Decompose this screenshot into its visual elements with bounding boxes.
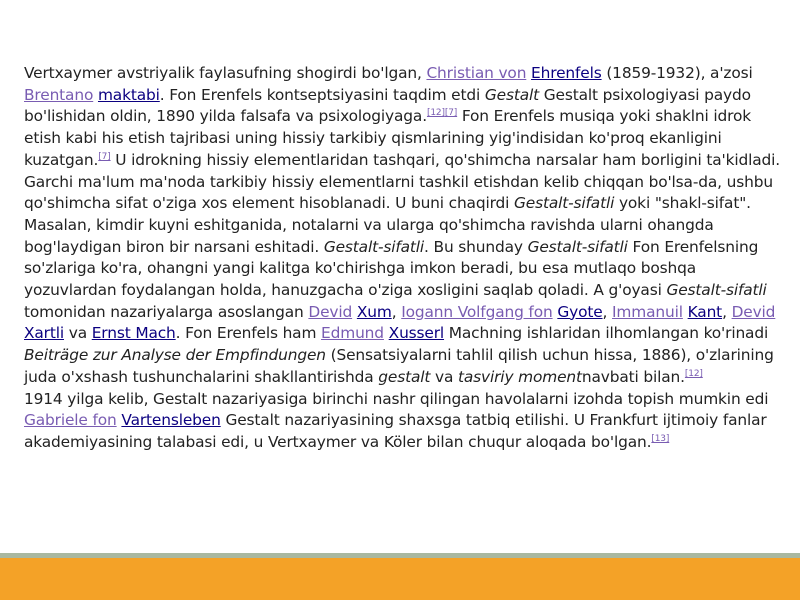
citation-link-12[interactable]: [12] — [426, 108, 445, 119]
link-devid[interactable]: Devid — [308, 302, 353, 321]
text: Fon Erenfelsning so'zlariga ko'ra, ohangni yangi kalitga ko'chirishga imkon beradi, bu esa mutlaqo boshqa yozuvlardan foydalangan holda, hanuzgacha o'ziga xosligini saqlab qoladi. A g'oyasi — [24, 237, 759, 300]
link-xartli[interactable]: Xartli — [24, 324, 64, 343]
text: Gestalt nazariyasining shaxsga tatbiq etilishi. U Frankfurt ijtimoiy fanlar akademiyasining talabasi edi, u Vertxaymer va Köler bilan chuqur aloqada bo'lgan. — [24, 411, 767, 451]
text: Fon Erenfels musiqa yoki shaklni idrok etish kabi his etish tajribasi uning hissiy tarkibiy qismlarining yig'indisidan ko'proq ekanligini kuzatgan. — [24, 107, 751, 169]
italic-term: Gestalt-sifatli — [323, 237, 425, 256]
citation — [685, 369, 703, 379]
text: (Sensatsiyalarni tahlil qilish uchun hissa, 1886), o'zlarining juda o'xshash tushunchalarini shakllantirishda — [24, 346, 774, 386]
link-christian-von[interactable]: Christian von — [426, 64, 527, 82]
text: , — [391, 302, 402, 321]
citation-link-7[interactable]: [7] — [98, 151, 111, 162]
italic-term: tasviriy moment — [458, 367, 582, 386]
link-immanuil[interactable]: Immanuil — [612, 302, 683, 321]
text: U idrokning hissiy elementlaridan tashqari, qo'shimcha narsalar ham borligini ta'kidladi. Garchi ma'lum ma'noda tarkibiy hissiy elementlarni tashkil etishdan kelib chiqqan bo'lsa-da, ushbu qo'shimcha sifat o'ziga xos element hisoblanadi. U buni chaqirdi — [24, 150, 781, 213]
citation — [98, 152, 110, 162]
italic-term: Gestalt-sifatli — [527, 237, 628, 256]
link-gyote[interactable]: Gyote — [557, 302, 603, 321]
text: . Bu shunday — [424, 237, 528, 256]
italic-term: Gestalt-sifatli — [666, 281, 767, 300]
link-brentano[interactable]: Brentano — [24, 85, 94, 104]
text: . Fon Erenfels kontseptsiyasini taqdim etdi — [159, 85, 485, 104]
link-vartensleben[interactable]: Vartensleben — [121, 411, 221, 430]
text: va — [430, 367, 459, 386]
footer-bar — [0, 558, 800, 600]
text: Vertxaymer avstriyalik faylasufning shogirdi bo'lgan, — [24, 64, 427, 82]
italic-term: Gestalt — [484, 85, 540, 104]
link-edmund[interactable]: Edmund — [321, 324, 384, 343]
link-ehrenfels[interactable]: Ehrenfels — [531, 64, 602, 82]
italic-title: Beiträge zur Analyse der Empfindungen — [24, 346, 326, 365]
text: . Fon Erenfels ham — [175, 324, 322, 343]
link-ernst-mach[interactable]: Ernst Mach — [91, 324, 176, 343]
text: (1859-1932), a'zosi — [601, 64, 753, 82]
text: yoki "shakl-sifat". Masalan, kimdir kuyni eshitganida, notalarni va ularga qo'shimcha ravishda ularni ohangda bog'laydigan biron bir narsani eshitadi. — [24, 194, 751, 256]
citation-link-12[interactable]: [12] — [684, 368, 703, 379]
paragraph-2 — [24, 389, 786, 454]
italic-term: gestalt — [378, 367, 431, 386]
citation-link-13[interactable]: [13] — [651, 433, 670, 444]
link-gabriele-fon[interactable]: Gabriele fon — [24, 411, 117, 430]
link-iogann-volfgang-fon[interactable]: Iogann Volfgang fon — [401, 302, 553, 321]
link-kant[interactable]: Kant — [687, 302, 723, 321]
text: Machning ishlaridan ilhomlangan ko'rinadi — [444, 324, 769, 343]
italic-term: Gestalt-sifatli — [513, 194, 615, 213]
citation — [427, 108, 457, 118]
paragraph-1 — [24, 63, 786, 389]
text: , — [602, 302, 613, 321]
article-body — [24, 63, 786, 454]
link-devid[interactable]: Devid — [731, 302, 776, 321]
text: va — [64, 324, 92, 343]
citation — [651, 434, 669, 444]
link-xum[interactable]: Xum — [356, 302, 392, 321]
link-xusserl[interactable]: Xusserl — [388, 324, 445, 343]
text: Gestalt psixologiyasi paydo bo'lishidan oldin, 1890 yilda falsafa va psixologiyaga. — [24, 85, 751, 126]
text: 1914 yilga kelib, Gestalt nazariyasiga birinchi nashr qilingan havolalarni izohda topish mumkin edi — [24, 389, 769, 408]
text: navbati bilan. — [581, 367, 685, 386]
citation-link-7[interactable]: [7] — [444, 108, 458, 119]
link-maktabi[interactable]: maktabi — [97, 85, 160, 104]
text: tomonidan nazariyalarga asoslangan — [24, 302, 309, 321]
text: , — [722, 302, 732, 321]
